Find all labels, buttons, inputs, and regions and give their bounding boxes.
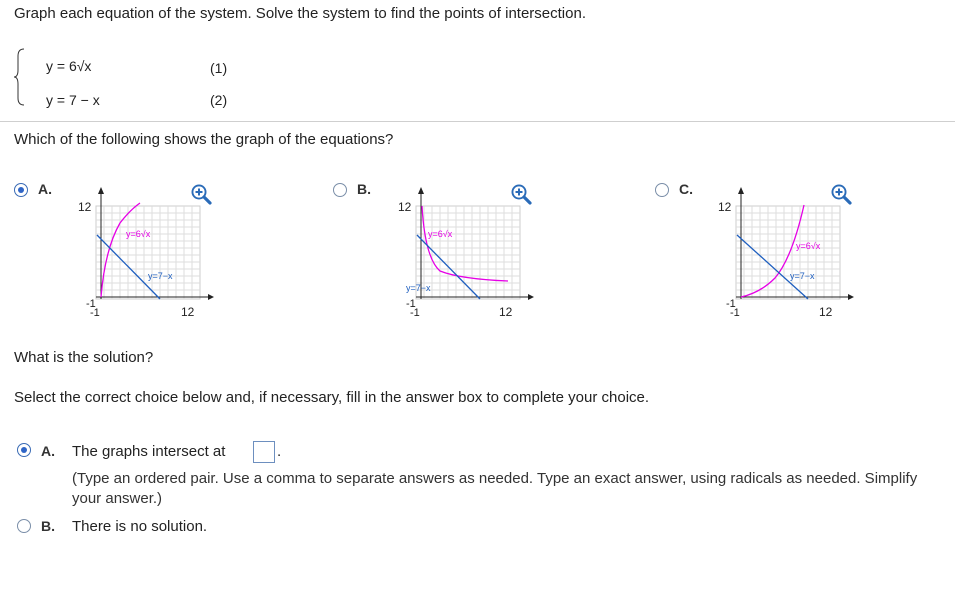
equation-2: y = 7 − x	[46, 92, 100, 108]
choice-b-radio[interactable]	[333, 183, 347, 197]
answer-b-radio[interactable]	[17, 519, 31, 533]
ordered-pair-input[interactable]	[253, 441, 275, 463]
equation-1-number: (1)	[210, 60, 228, 76]
graph-c-xmin: -1	[730, 307, 740, 319]
graph-c-ymax: 12	[718, 200, 732, 214]
problem-prompt: Graph each equation of the system. Solve the system to find the points of intersection.	[14, 5, 586, 22]
graph-c-xmax: 12	[819, 305, 833, 319]
choice-c-letter: C.	[679, 181, 693, 197]
graph-a-ymax: 12	[78, 200, 92, 214]
answer-a-letter: A.	[41, 443, 55, 459]
graph-a-xmin: -1	[90, 307, 100, 319]
divider	[0, 121, 955, 122]
graph-b-xmin: -1	[410, 307, 420, 319]
graph-b-line-label: y=7−x	[406, 283, 431, 293]
choice-a-letter: A.	[38, 181, 52, 197]
graph-a-xmax: 12	[181, 305, 195, 319]
graph-b-xmax: 12	[499, 305, 513, 319]
graph-a-sqrt-label: y=6√x	[126, 229, 151, 239]
grid	[736, 187, 854, 300]
graph-c-line-label: y=7−x	[790, 271, 815, 281]
instruction-text: Select the correct choice below and, if necessary, fill in the answer box to complete your choice.	[14, 389, 650, 406]
answer-a-radio[interactable]	[17, 443, 31, 457]
choice-c-radio[interactable]	[655, 183, 669, 197]
grid	[96, 187, 214, 300]
graph-c-ymin: -1	[726, 298, 736, 310]
answer-hint: (Type an ordered pair. Use a comma to separate answers as needed. Type an exact answer, using radicals as needed. Simplify your answer.)	[72, 470, 918, 507]
equation-2-number: (2)	[210, 92, 228, 108]
question-graph: Which of the following shows the graph of the equations?	[14, 131, 394, 148]
graph-c-sqrt-label: y=6√x	[796, 241, 821, 251]
question-solution: What is the solution?	[14, 349, 154, 366]
choice-b-letter: B.	[357, 181, 371, 197]
equation-1: y = 6√x	[46, 58, 92, 74]
answer-a-text: The graphs intersect at	[72, 443, 226, 460]
graph-c[interactable]	[700, 183, 860, 319]
answer-a-period: .	[277, 443, 282, 460]
answer-b-letter: B.	[41, 518, 55, 534]
grid	[416, 187, 534, 300]
graph-b[interactable]	[380, 183, 540, 319]
graph-a-ymin: -1	[86, 298, 96, 310]
choice-a-radio[interactable]	[14, 183, 28, 197]
graph-a[interactable]	[60, 183, 220, 319]
graph-b-ymin: -1	[406, 298, 416, 310]
graph-b-sqrt-label: y=6√x	[428, 229, 453, 239]
system-brace	[14, 48, 26, 106]
answer-b-text: There is no solution.	[72, 518, 208, 535]
graph-a-line-label: y=7−x	[148, 271, 173, 281]
graph-b-ymax: 12	[398, 200, 412, 214]
